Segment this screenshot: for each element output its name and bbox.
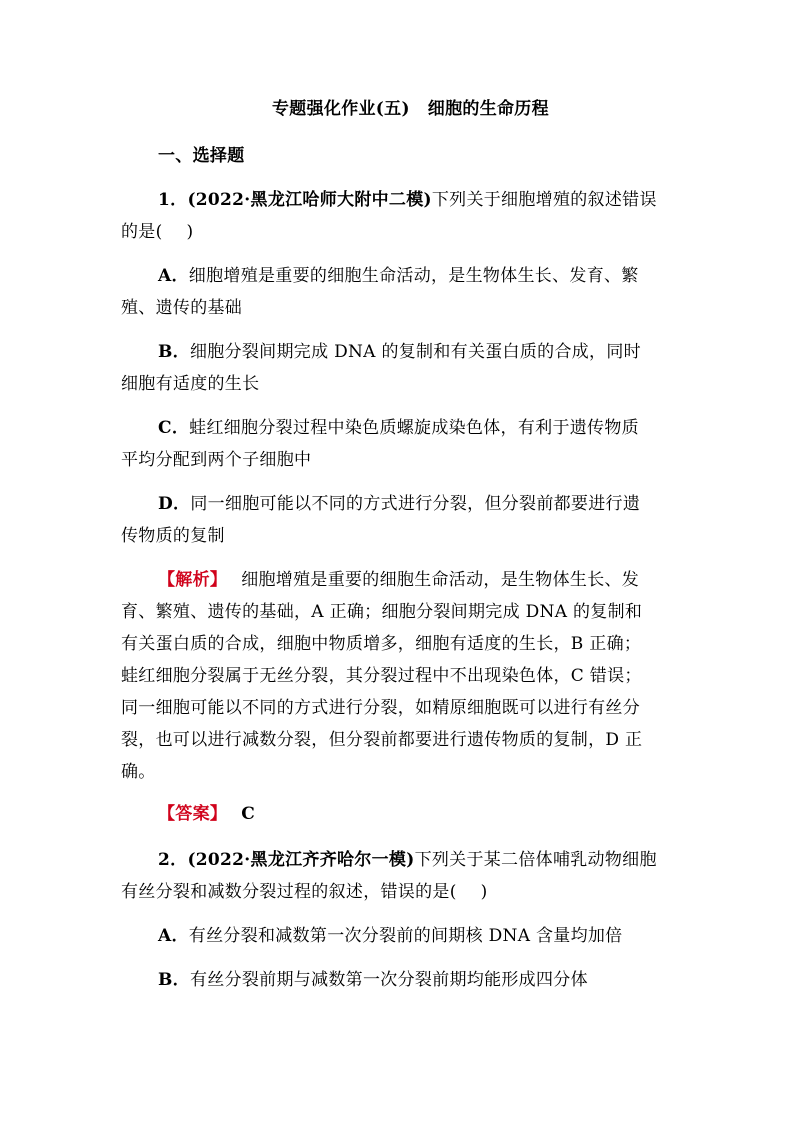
option-d-label: D．	[158, 494, 191, 514]
q2-option-a-text: 有丝分裂和减数第一次分裂前的间期核 DNA 含量均加倍	[188, 926, 623, 946]
q2-option-b-text: 有丝分裂前期与减数第一次分裂前期均能形成四分体	[189, 970, 588, 990]
option-d-text: 同一细胞可能以不同的方式进行分裂，但分裂前都要进行遗	[190, 494, 641, 514]
option-a-line-2: 殖、遗传的基础	[121, 298, 243, 318]
option-d-line-2: 传物质的复制	[121, 526, 225, 546]
q2-option-b-label: B．	[158, 970, 190, 990]
option-c-label: C．	[158, 418, 190, 438]
question-2-source: (2022·黑龙江齐齐哈尔一模)	[187, 850, 415, 870]
analysis-line-3: 有关蛋白质的合成，细胞中物质增多，细胞有适度的生长，B 正确；	[121, 634, 642, 654]
question-2-stem-line-2	[121, 880, 488, 904]
question-1-source: (2022·黑龙江哈师大附中二模)	[187, 190, 432, 210]
analysis-tag: 【解析】	[158, 570, 228, 590]
question-2-stem-end: 有丝分裂和减数分裂过程的叙述，错误的是(	[121, 882, 457, 902]
question-2-stem-line-1	[158, 848, 657, 872]
option-b-label: B．	[158, 342, 190, 362]
question-1-stem: 下列关于细胞增殖的叙述错误	[431, 190, 657, 210]
answer-line	[158, 802, 255, 826]
option-b-line-1	[158, 340, 641, 364]
analysis-line-5: 同一细胞可能以不同的方式进行分裂，如精原细胞既可以进行有丝分	[121, 698, 640, 718]
option-a-text: 细胞增殖是重要的细胞生命活动，是生物体生长、发育、繁	[188, 266, 639, 286]
title-part-1: 专题强化作业(五)	[272, 99, 410, 119]
section-heading: 一、选择题	[158, 146, 245, 166]
analysis-line-4: 蛙红细胞分裂属于无丝分裂，其分裂过程中不出现染色体，C 错误；	[121, 666, 642, 686]
answer-value: C	[241, 804, 256, 824]
answer-tag: 【答案】	[158, 804, 228, 824]
question-1-number: 1．	[158, 190, 188, 210]
option-c-line-2: 平均分配到两个子细胞中	[121, 450, 312, 470]
option-c-line-1	[158, 416, 639, 440]
option-b-line-2: 细胞有适度的生长	[121, 374, 260, 394]
q2-option-b-line	[158, 968, 588, 992]
analysis-line-7: 确。	[121, 762, 156, 782]
question-1-stem-line-2	[121, 220, 193, 244]
question-2-stem: 下列关于某二倍体哺乳动物细胞	[414, 850, 657, 870]
option-d-line-1	[158, 492, 640, 516]
answer-blank-close: )	[480, 882, 488, 902]
option-c-text: 蛙红细胞分裂过程中染色质螺旋成染色体，有利于遗传物质	[189, 418, 639, 438]
answer-blank-close: )	[186, 222, 194, 242]
q2-option-a-label: A．	[158, 926, 189, 946]
question-1-stem-end: 的是(	[121, 222, 163, 242]
analysis-line-2: 育、繁殖、遗传的基础，A 正确；细胞分裂间期完成 DNA 的复制和	[121, 602, 643, 622]
title-part-2: 细胞的生命历程	[427, 99, 549, 119]
question-1-stem-line-1	[158, 188, 657, 212]
analysis-text: 细胞增殖是重要的细胞生命活动，是生物体生长、发	[241, 570, 640, 590]
page-title	[272, 97, 549, 121]
q2-option-a-line	[158, 924, 623, 948]
analysis-line-6: 裂，也可以进行减数分裂，但分裂前都要进行遗传物质的复制，D 正	[121, 730, 643, 750]
option-b-text: 细胞分裂间期完成 DNA 的复制和有关蛋白质的合成，同时	[189, 342, 641, 362]
option-a-label: A．	[158, 266, 189, 286]
option-a-line-1	[158, 264, 639, 288]
question-2-number: 2．	[158, 850, 188, 870]
analysis-line-1	[158, 568, 639, 592]
